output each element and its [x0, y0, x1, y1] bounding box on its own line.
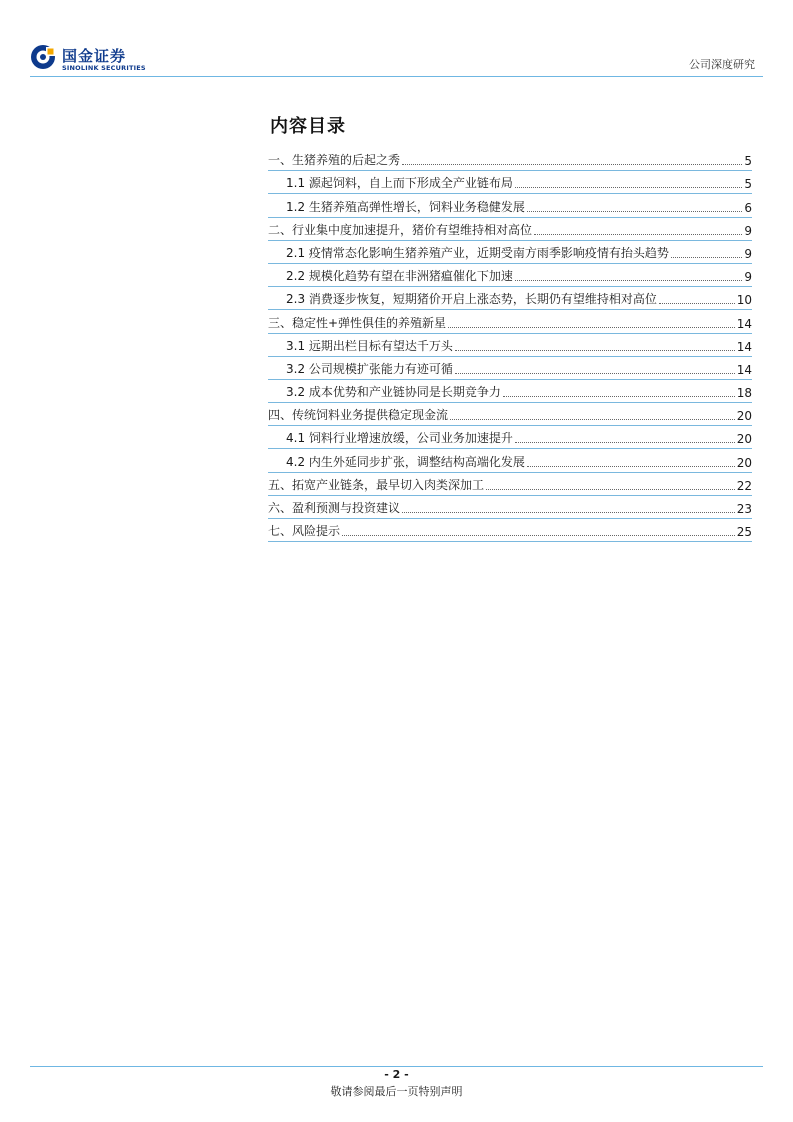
toc-entry-page: 6 [744, 200, 752, 215]
toc-leader-dots [342, 535, 735, 536]
toc-entry[interactable] [268, 449, 752, 472]
toc-entry[interactable] [268, 403, 752, 426]
toc-entry-label: 二、行业集中度加速提升，猪价有望维持相对高位 [268, 222, 533, 237]
toc-entry-label: 七、风险提示 [268, 524, 341, 539]
toc-entry[interactable] [268, 380, 752, 403]
toc-leader-dots [534, 234, 742, 235]
toc-entry-label: 三、稳定性+弹性俱佳的养殖新星 [268, 315, 447, 330]
toc-entry-label: 六、盈利预测与投资建议 [268, 501, 401, 515]
toc-entry-label: 1.2 生猪养殖高弹性增长，饲料业务稳健发展 [286, 199, 525, 214]
toc-entry[interactable] [268, 473, 752, 496]
toc-entry-label: 1.1 源起饲料，自上而下形成全产业链布局 [286, 176, 513, 191]
toc-leader-dots [448, 327, 735, 328]
toc-entry[interactable] [268, 310, 752, 333]
toc-entry[interactable] [268, 264, 752, 287]
footer-divider [30, 1066, 763, 1067]
toc-leader-dots [450, 419, 735, 420]
toc-entry-page: 22 [736, 478, 752, 493]
page-number: - 2 - [384, 1068, 409, 1081]
toc-entry-page: 25 [736, 525, 752, 540]
toc-entry-page: 10 [736, 293, 752, 308]
toc-leader-dots [515, 187, 742, 188]
toc-leader-dots [515, 280, 742, 281]
toc-entry-label: 3.1 远期出栏目标有望达千万头 [286, 338, 453, 353]
toc-entry-page: 5 [744, 177, 752, 192]
toc-leader-dots [455, 350, 735, 351]
toc-entry[interactable] [268, 148, 752, 171]
header-divider [30, 76, 763, 77]
sinolink-logo-icon [30, 44, 56, 70]
toc-entry-label: 四、传统饲料业务提供稳定现金流 [268, 408, 449, 423]
toc-entry[interactable] [268, 496, 752, 519]
toc-list [268, 148, 752, 542]
toc-entry-page: 14 [736, 339, 752, 354]
toc-entry-label: 五、拓宽产业链条，最早切入肉类深加工 [268, 477, 485, 492]
toc-entry-page: 14 [736, 362, 752, 377]
toc-entry-page: 9 [744, 223, 752, 238]
toc-entry-label: 3.2 公司规模扩张能力有迹可循 [286, 361, 453, 376]
toc-entry[interactable] [268, 218, 752, 241]
footer-disclaimer: 敬请参阅最后一页特别声明 [330, 1085, 463, 1098]
toc-entry-page: 20 [736, 409, 752, 424]
toc-entry-label: 3.2 成本优势和产业链协同是长期竞争力 [286, 385, 501, 400]
logo-chinese-name: 国金证券 [62, 47, 127, 65]
toc-entry-page: 23 [736, 502, 752, 516]
toc-leader-dots [527, 466, 735, 467]
toc-entry-label: 一、生猪养殖的后起之秀 [268, 153, 401, 168]
toc-leader-dots [503, 396, 735, 397]
toc-entry-label: 2.3 消费逐步恢复，短期猪价开启上涨态势，长期仍有望维持相对高位 [286, 292, 657, 307]
toc-leader-dots [527, 211, 742, 212]
toc-leader-dots [671, 257, 742, 258]
toc-entry-page: 5 [744, 154, 752, 169]
toc-entry-page: 20 [736, 432, 752, 447]
company-logo [30, 44, 170, 74]
toc-leader-dots [402, 164, 742, 165]
toc-entry[interactable] [268, 519, 752, 542]
toc-entry[interactable] [268, 171, 752, 194]
table-of-contents [268, 112, 752, 542]
toc-entry[interactable] [268, 241, 752, 264]
toc-entry[interactable] [268, 357, 752, 380]
toc-entry-page: 9 [744, 246, 752, 261]
toc-entry[interactable] [268, 334, 752, 357]
toc-entry-page: 20 [736, 455, 752, 470]
toc-entry-page: 9 [744, 270, 752, 285]
toc-leader-dots [455, 373, 735, 374]
toc-entry-label: 4.1 饲料行业增速放缓，公司业务加速提升 [286, 431, 513, 446]
toc-entry-label: 2.1 疫情常态化影响生猪养殖产业，近期受南方雨季影响疫情有抬头趋势 [286, 245, 669, 260]
toc-entry-label: 4.2 内生外延同步扩张，调整结构高端化发展 [286, 454, 525, 469]
toc-entry-label: 2.2 规模化趋势有望在非洲猪瘟催化下加速 [286, 269, 513, 284]
toc-entry[interactable] [268, 287, 752, 310]
toc-leader-dots [402, 512, 735, 513]
toc-entry-page: 14 [736, 316, 752, 331]
toc-leader-dots [486, 489, 735, 490]
toc-entry[interactable] [268, 426, 752, 449]
report-type: 公司深度研究 [689, 58, 755, 71]
toc-leader-dots [659, 303, 735, 304]
toc-leader-dots [515, 442, 735, 443]
logo-english-name: SINOLINK SECURITIES [62, 64, 146, 72]
page-header [0, 0, 793, 80]
toc-title: 内容目录 [270, 116, 346, 137]
toc-entry[interactable] [268, 194, 752, 217]
toc-entry-page: 18 [736, 386, 752, 401]
